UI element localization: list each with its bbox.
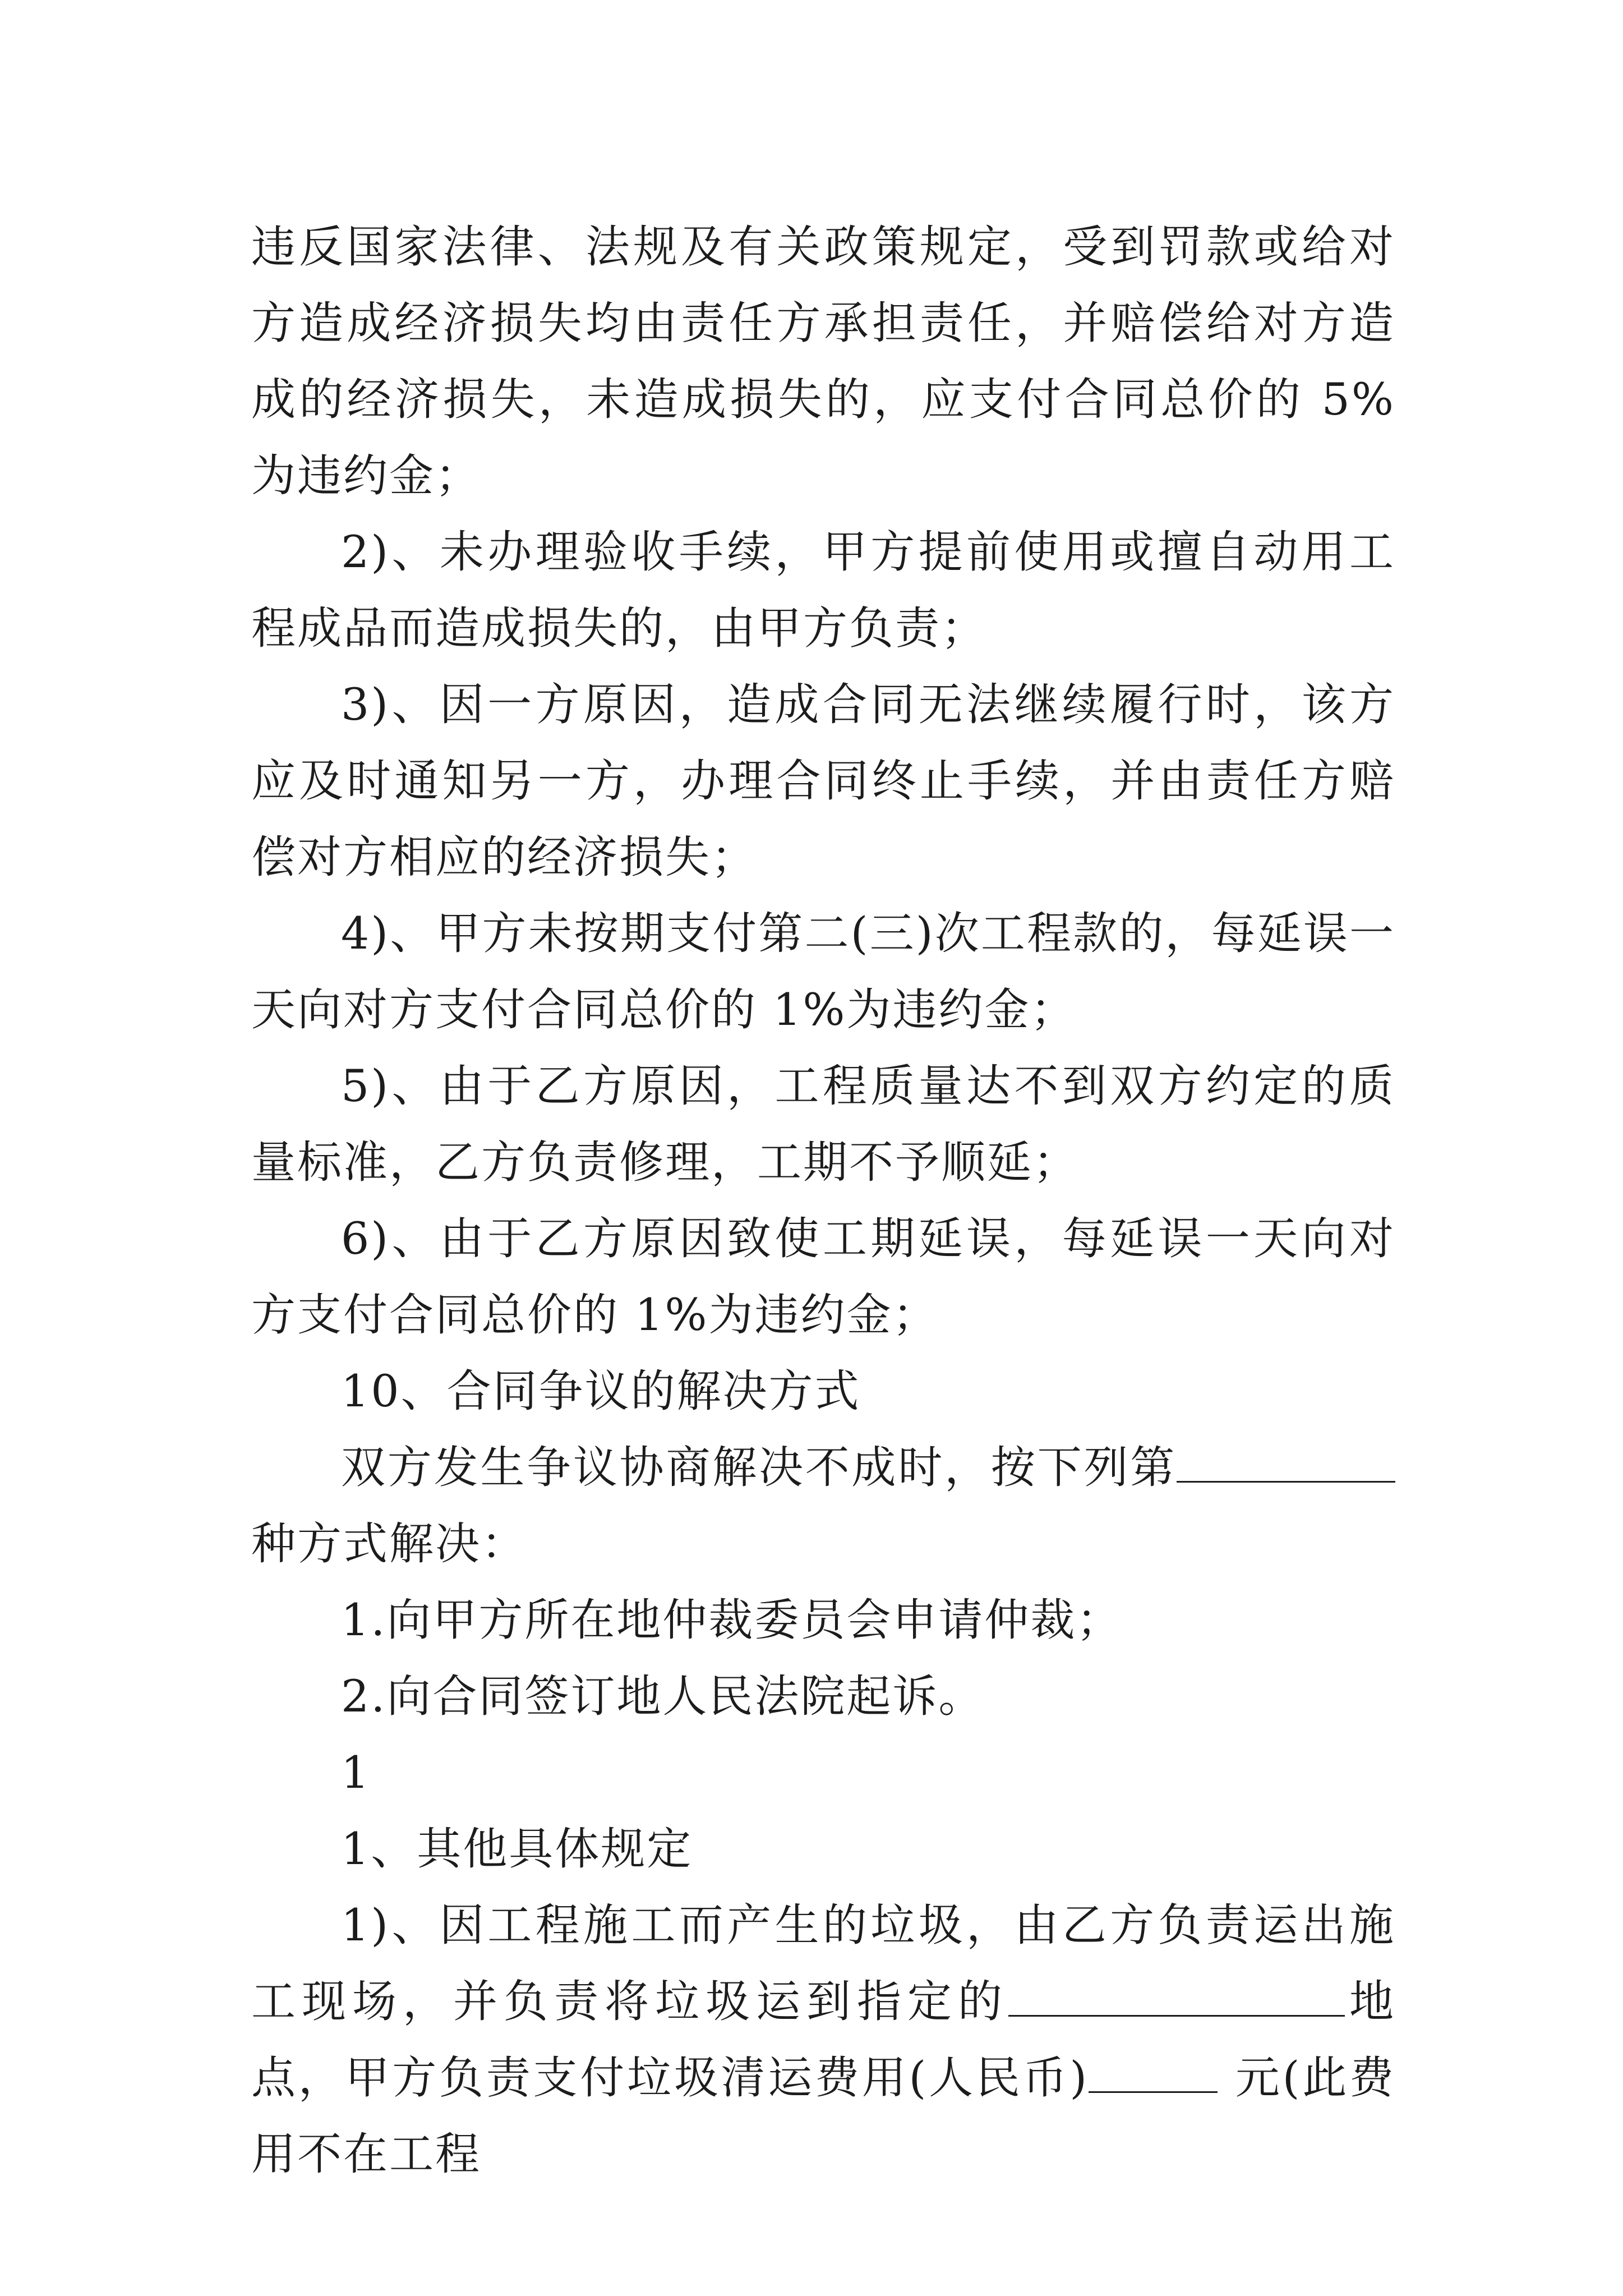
dispute-text-before-blank: 双方发生争议协商解决不成时，按下列第 [341,1442,1177,1493]
dispute-text-after-blank: 种方式解决： [251,1518,527,1570]
paragraph-option-arbitration: 1.向甲方所在地仲裁委员会申请仲裁； [341,1594,1123,1646]
paragraph-penalty-clause-continued: 违反国家法律、法规及有关政策规定，受到罚款或给对方造成经济损失均由责任方承担责任，并赔偿给对方造成的经济损失，未造成损失的，应支付合同总价的 5%为违约金； [251,221,1395,501]
blank-line-method-number [1177,1439,1395,1483]
paragraph-clause-3: 3)、因一方原因，造成合同无法继续履行时，该方应及时通知另一方，办理合同终止手续，并由责任方赔偿对方相应的经济损失； [251,679,1395,883]
paragraph-clause-5: 5)、由于乙方原因，工程质量达不到双方约定的质量标准，乙方负责修理，工期不予顺延； [251,1060,1395,1188]
blank-line-disposal-location [1008,1973,1345,2017]
paragraph-clause-4: 4)、甲方未按期支付第二(三)次工程款的，每延误一天向对方支付合同总价的 1%为违约金； [251,908,1395,1036]
blank-line-fee-amount [1089,2050,1218,2093]
section-heading-other-provisions: 1、其他具体规定 [341,1823,693,1875]
section-heading-dispute-resolution: 10、合同争议的解决方式 [341,1365,861,1417]
document-body [251,209,1395,2192]
waste-text-middle: 地点，甲方负责支付垃圾清运费用(人民币) [251,1976,1395,2104]
waste-text-after-blank: 元(此费用不在工程 [251,2052,1395,2180]
paragraph-waste-removal [251,1887,1395,2192]
paragraph-clause-2: 2)、未办理验收手续，甲方提前使用或擅自动用工程成品而造成损失的，由甲方负责； [251,526,1395,654]
paragraph-clause-6: 6)、由于乙方原因致使工期延误，每延误一天向对方支付合同总价的 1%为违约金； [251,1213,1395,1341]
page-number: 1 [341,1747,371,1798]
waste-text-before-blank: 1)、因工程施工而产生的垃圾，由乙方负责运出施工现场，并负责将垃圾运到指定的 [251,1899,1395,2027]
paragraph-option-court: 2.向合同签订地人民法院起诉。 [341,1671,985,1722]
paragraph-dispute-method [251,1429,1395,1582]
